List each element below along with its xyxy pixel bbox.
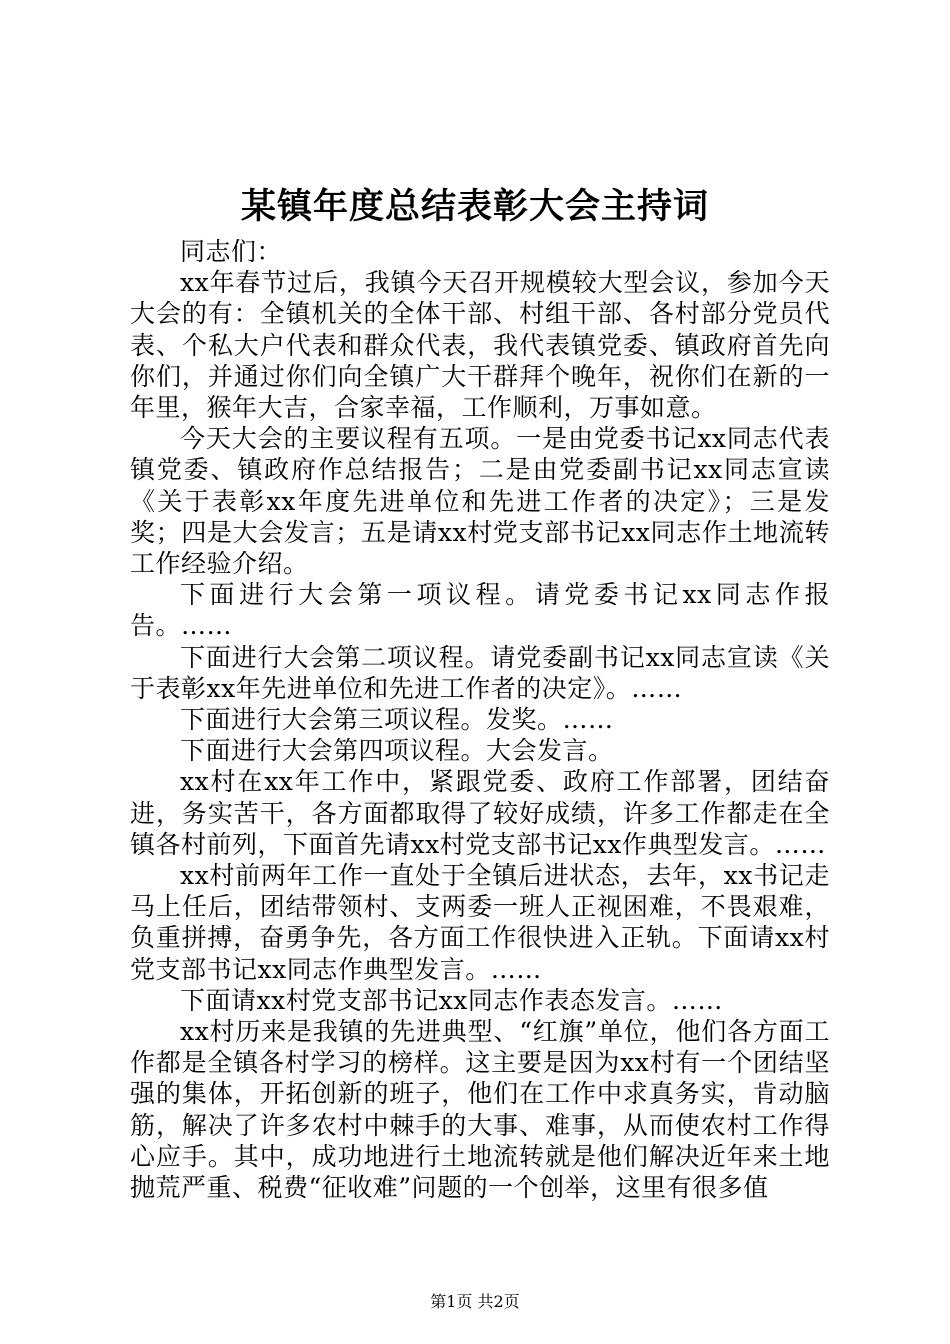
paragraph-agenda-item-1: 下面进行大会第一项议程。请党委书记xx同志作报告。…… <box>130 580 830 641</box>
paragraph-agenda-item-2: 下面进行大会第二项议程。请党委副书记xx同志宣读《关于表彰xx年先进单位和先进工作者的决定》。…… <box>130 642 830 703</box>
document-title: 某镇年度总结表彰大会主持词 <box>240 186 709 227</box>
document-body <box>130 236 830 1203</box>
paragraph-speaker-intro-3: 下面请xx村党支部书记xx同志作表态发言。…… <box>180 985 723 1015</box>
paragraph-agenda-item-4: 下面进行大会第四项议程。大会发言。 <box>180 736 614 766</box>
paragraph-speaker-intro-1: xx村在xx年工作中，紧跟党委、政府工作部署，团结奋进，务实苦干，各方面都取得了较好成绩，许多工作都走在全镇各村前列，下面首先请xx村党支部书记xx作典型发言。…… <box>130 767 830 859</box>
paragraph-opening: xx年春节过后，我镇今天召开规模较大型会议，参加今天大会的有：全镇机关的全体干部、村组干部、各村部分党员代表、个私大户代表和群众代表，我代表镇党委、镇政府首先向你们，并通过你们向全镇广大干群拜个晚年，祝你们在新的一年里，猴年大吉，合家幸福，工作顺利，万事如意。 <box>130 268 830 423</box>
salutation: 同志们： <box>180 237 283 266</box>
paragraph-speaker-intro-2: xx村前两年工作一直处于全镇后进状态，去年，xx书记走马上任后，团结带领村、支两委一班人正视困难，不畏艰难，负重拼搏，奋勇争先，各方面工作很快进入正轨。下面请xx村党支部书记xx同志作典型发言。…… <box>130 861 830 984</box>
paragraph-speaker-intro-4: xx村历来是我镇的先进典型、“红旗”单位，他们各方面工作都是全镇各村学习的榜样。这主要是因为xx村有一个团结坚强的集体，开拓创新的班子，他们在工作中求真务实，肯动脑筋，解决了许多农村中棘手的大事、难事，从而使农村工作得心应手。其中，成功地进行土地流转就是他们解决近年来土地抛荒严重、税费“征收难”问题的一个创举，这里有很多值 <box>130 1017 830 1203</box>
paragraph-agenda: 今天大会的主要议程有五项。一是由党委书记xx同志代表镇党委、镇政府作总结报告；二是由党委副书记xx同志宣读《关于表彰xx年度先进单位和先进工作者的决定》；三是发奖；四是大会发言；五是请xx村党支部书记xx同志作土地流转工作经验介绍。 <box>130 424 830 579</box>
paragraph-agenda-item-3: 下面进行大会第三项议程。发奖。…… <box>180 705 614 735</box>
page-number-footer: 第1页 共2页 <box>430 1292 520 1311</box>
